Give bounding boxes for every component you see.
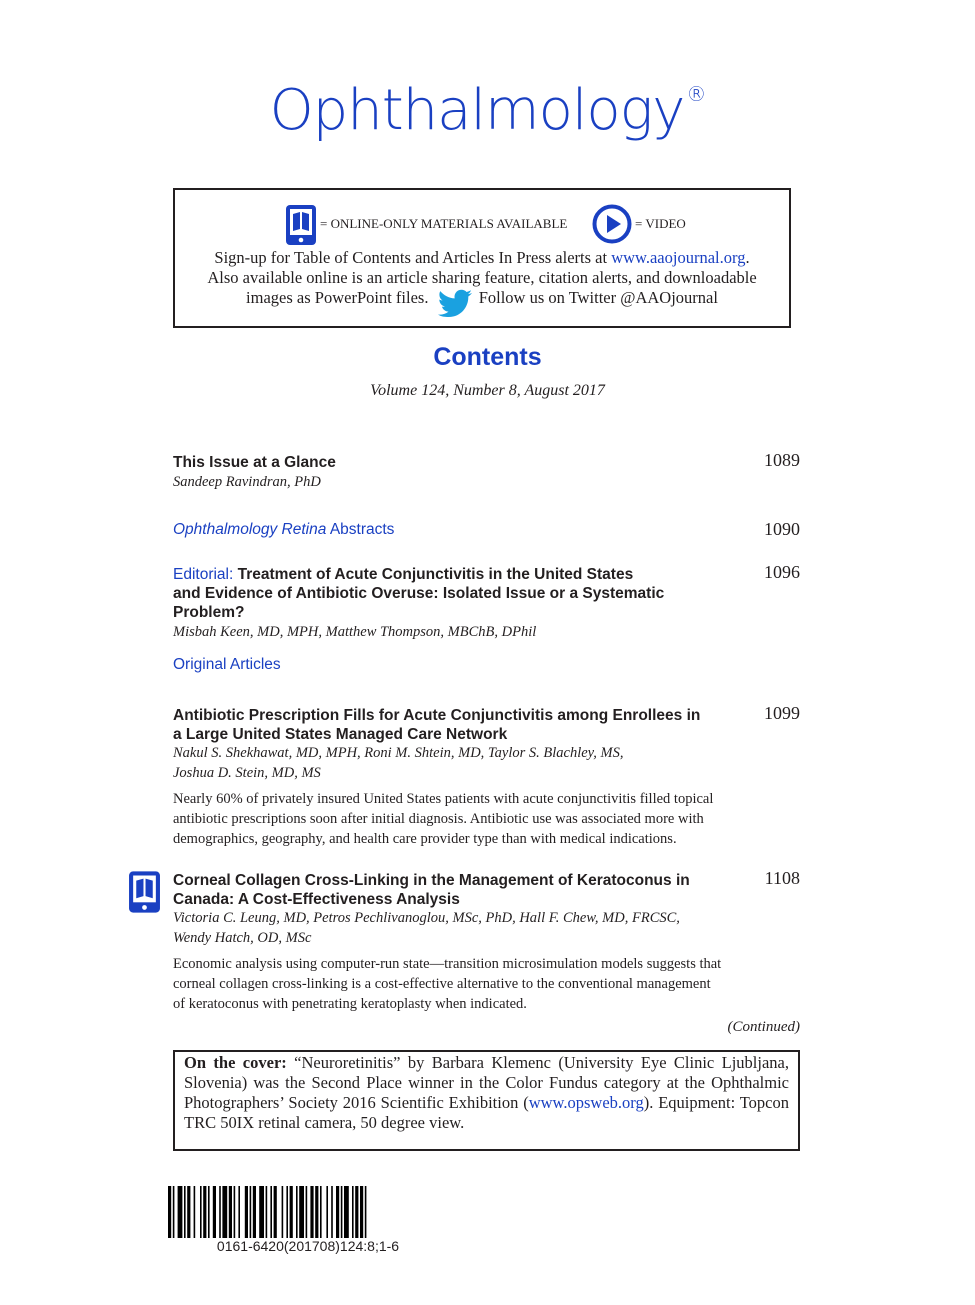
barcode-bar <box>344 1186 349 1238</box>
barcode-bar <box>365 1186 367 1238</box>
barcode-bar <box>173 1186 175 1238</box>
continued-note: (Continued) <box>727 1019 800 1035</box>
barcode-bar <box>336 1186 339 1238</box>
barcode-bar <box>270 1186 272 1238</box>
barcode-bar <box>203 1186 206 1238</box>
article2-authors: Victoria C. Leung, MD, Petros Pechlivanoglou, MSc, PhD, Hall F. Chew, MD, FRCSC, Wendy Hatch, OD, MSc <box>173 910 680 946</box>
retina-page: 1090 <box>764 519 800 539</box>
issue-info: Volume 124, Number 8, August 2017 <box>370 382 605 399</box>
barcode-bar <box>250 1186 252 1238</box>
barcode-bar <box>229 1186 232 1238</box>
barcode-bar <box>168 1186 171 1238</box>
barcode-bar <box>238 1186 240 1238</box>
opsweb-link[interactable]: www.opsweb.org <box>528 1093 644 1112</box>
alerts-text: Sign-up for Table of Contents and Articles In Press alerts at www.aaojournal.org. Also available online is an article sharing feature, citation alerts, and downloadable images as PowerPoint files. Follow us on Twitter @AAOjournal <box>195 248 769 317</box>
article1-title[interactable]: Antibiotic Prescription Fills for Acute Conjunctivitis among Enrollees in a Large United States Managed Care Network <box>173 707 701 743</box>
barcode-bar <box>184 1186 186 1238</box>
journal-title: Ophthalmology ® <box>269 78 706 143</box>
barcode <box>168 1186 448 1238</box>
barcode-bar <box>274 1186 277 1238</box>
video-label: = VIDEO <box>635 216 686 231</box>
barcode-bar <box>234 1186 236 1238</box>
barcode-bar <box>320 1186 322 1238</box>
barcode-bar <box>286 1186 288 1238</box>
registered-mark: ® <box>686 82 706 106</box>
barcode-bar <box>208 1186 210 1238</box>
barcode-digits: 0161-6420(201708)124:8;1-6 <box>216 1238 400 1254</box>
barcode-bar <box>315 1186 318 1238</box>
barcode-bar <box>266 1186 268 1238</box>
aaojournal-link[interactable]: www.aaojournal.org <box>611 248 746 267</box>
barcode-bar <box>213 1186 216 1238</box>
barcode-bar <box>259 1186 264 1238</box>
section-original-articles: Original Articles <box>173 656 281 673</box>
glance-page: 1089 <box>764 450 800 470</box>
barcode-bar <box>219 1186 221 1238</box>
barcode-bar <box>306 1186 308 1238</box>
info-box <box>173 188 791 328</box>
barcode-bar <box>360 1186 363 1238</box>
barcode-bar <box>326 1186 328 1238</box>
glance-title[interactable]: This Issue at a Glance <box>173 454 336 471</box>
video-icon <box>592 204 632 244</box>
twitter-follow: Follow us on Twitter @AAOjournal <box>478 288 718 307</box>
barcode-bar <box>296 1186 298 1238</box>
twitter-icon[interactable] <box>437 289 473 317</box>
online-materials-icon[interactable] <box>128 870 161 914</box>
barcode-bar <box>341 1186 343 1238</box>
barcode-bar <box>290 1186 293 1238</box>
article2-title[interactable]: Corneal Collagen Cross-Linking in the Management of Keratoconus in Canada: A Cost-Effectiveness Analysis <box>173 872 690 908</box>
barcode-bar <box>222 1186 227 1238</box>
cover-label: On the cover: <box>184 1053 287 1072</box>
barcode-bar <box>331 1186 333 1238</box>
barcode-bar <box>178 1186 183 1238</box>
article1-summary: Nearly 60% of privately insured United States patients with acute conjunctivitis filled topical antibiotic prescriptions soon after initial diagnosis. Antibiotic use was associated more with demographics, geography, and health care provider type than with medical indications. <box>173 791 714 847</box>
contents-heading: Contents <box>433 343 542 371</box>
barcode-bar <box>194 1186 196 1238</box>
barcode-bar <box>355 1186 358 1238</box>
barcode-bar <box>253 1186 256 1238</box>
article2-page: 1108 <box>764 868 800 888</box>
barcode-bar <box>245 1186 248 1238</box>
barcode-bar <box>299 1186 304 1238</box>
barcode-bar <box>282 1186 284 1238</box>
article1-authors: Nakul S. Shekhawat, MD, MPH, Roni M. Shtein, MD, Taylor S. Blachley, MS, Joshua D. Stein, MD, MS <box>173 745 624 781</box>
article1-page: 1099 <box>764 703 800 723</box>
online-only-label: = ONLINE-ONLY MATERIALS AVAILABLE <box>320 216 568 231</box>
editorial-authors: Misbah Keen, MD, MPH, Matthew Thompson, MBChB, DPhil <box>173 624 537 640</box>
barcode-bar <box>200 1186 202 1238</box>
cover-box: On the cover: “Neuroretinitis” by Barbara Klemenc (University Eye Clinic Ljubljana, Slovenia) was the Second Place winner in the Color Fundus category at the Ophthalmic Photographers’ Society 2016 Scientific Exhibition (www.opsweb.org). Equipment: Topcon TRC 50IX retinal camera, 50 degree view. <box>173 1050 800 1151</box>
editorial-page: 1096 <box>764 562 800 582</box>
barcode-bar <box>187 1186 190 1238</box>
retina-abstracts-title[interactable]: Ophthalmology Retina Abstracts <box>173 521 395 538</box>
legend-row <box>175 204 789 246</box>
online-materials-icon <box>285 204 317 246</box>
article2-summary: Economic analysis using computer-run state—transition microsimulation models suggests that corneal collagen cross-linking is a cost-effective alternative to the conventional management of keratoconus with penetrating keratoplasty when indicated. <box>173 956 722 1012</box>
barcode-bar <box>352 1186 354 1238</box>
editorial-title[interactable]: Editorial: Treatment of Acute Conjunctivitis in the United States and Evidence of Antibiotic Overuse: Isolated Issue or a Systematic Problem? <box>173 566 665 621</box>
editorial-label: Editorial: <box>173 566 234 583</box>
glance-authors: Sandeep Ravindran, PhD <box>173 474 321 490</box>
barcode-bar <box>310 1186 313 1238</box>
